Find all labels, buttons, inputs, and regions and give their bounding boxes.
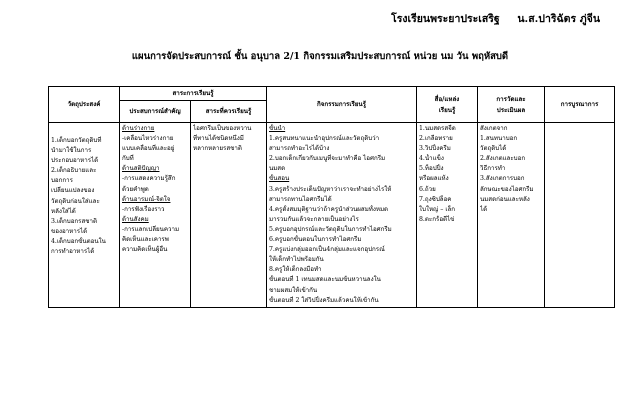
list-item: ลักษณะของไอศกรีม bbox=[480, 185, 534, 193]
list-item: คิดเห็นและเคารพ bbox=[122, 236, 169, 244]
teacher-name: น.ส.ปาริฉัตร ภู่จีน bbox=[517, 13, 600, 25]
list-item: 5.ท็อปปิ้ง bbox=[419, 165, 444, 173]
should-learn-cell bbox=[191, 123, 267, 308]
header-materials bbox=[417, 87, 478, 123]
list-item: 4.น้ำแข็ง bbox=[419, 155, 444, 163]
header-assessment-line2: ประเมินผล bbox=[496, 106, 526, 114]
list-item: 3.สังเกตการบอก bbox=[480, 175, 525, 183]
list-item: 5.ครูบอกอุปกรณ์และวัตถุดิบในการทำไอศกรีม bbox=[269, 225, 392, 233]
list-item: 3.ครูสร้างประเด็นปัญหาว่าเราจะทำอย่างไรให้ bbox=[269, 185, 392, 193]
key-experiences-cell bbox=[120, 123, 191, 308]
list-item: ขั้นตอนที่ 2 ใส่วิปปิ้งครีมแล้วคนให้เข้ากัน bbox=[269, 296, 379, 304]
list-item: 2.สังเกตและบอก bbox=[480, 155, 526, 163]
list-item: ที่ทานได้ชนิดหนึ่งมี bbox=[193, 135, 244, 143]
list-item: ไอศกรีมเป็นของหวาน bbox=[193, 125, 252, 132]
list-item: 3.เด็กบอกรสชาติ bbox=[51, 217, 97, 225]
list-item: สามารถทานไอศกรีมได้ bbox=[269, 195, 332, 203]
list-item: 8.ครูให้เด็กลงมือทำ bbox=[269, 266, 322, 274]
list-item: 4.ครูตั้งสมมุติฐานว่าถ้าครูนำส่วนผสมทั้งหมด bbox=[269, 205, 389, 213]
materials-cell bbox=[417, 123, 478, 308]
list-item: 6.ครูบอกขั้นตอนในการทำไอศกรีม bbox=[269, 236, 362, 244]
list-item: 7.ครูแบ่งกลุ่มออกเป็น4กลุ่มและแจกอุปกรณ์ bbox=[269, 246, 385, 254]
integration-cell bbox=[545, 123, 615, 308]
list-item: 1.สนทนาบอก bbox=[480, 135, 518, 143]
header-assessment-line1: การวัดและ bbox=[496, 95, 526, 103]
list-item: แบบเคลื่อนที่และอยู่ bbox=[122, 145, 175, 153]
header-materials-line1: สื่อ/แหล่ง bbox=[434, 95, 460, 103]
list-item: หลากหลายรสชาติ bbox=[193, 145, 242, 153]
list-item: ด้านสติปัญญา bbox=[122, 165, 160, 173]
list-item: 8.ตะกร้อตีไข่ bbox=[419, 215, 455, 223]
list-item: นำมาใช้ในการ bbox=[51, 147, 92, 155]
table-row bbox=[49, 123, 615, 308]
header-materials-line2: เรียนรู้ bbox=[438, 106, 456, 114]
list-item: กับที่ bbox=[122, 155, 134, 163]
list-item: วัตถุดิบได้ bbox=[480, 145, 507, 153]
list-item: บอกการ bbox=[51, 177, 73, 185]
header-assessment bbox=[478, 87, 545, 123]
list-item: ด้วยคำพูด bbox=[122, 185, 149, 193]
list-item: ใบใหญ่ – เล็ก bbox=[419, 205, 456, 213]
plan-title-text: แผนการจัดประสบการณ์ ชั้น อนุบาล 2/1 กิจกรรมเสริมประสบการณ์ หน่วย นม วัน พฤหัสบดี bbox=[131, 51, 509, 62]
list-item: วัตถุดิบก่อนใส่และ bbox=[51, 197, 100, 205]
list-item: ขั้นสอน bbox=[269, 175, 290, 183]
list-item: สามารถทำอะไรได้บ้าง bbox=[269, 145, 330, 153]
activities-cell bbox=[267, 123, 417, 308]
list-item: 2.เด็กอธิบายและ bbox=[51, 167, 97, 175]
header-key-experiences: ประสบการณ์สำคัญ bbox=[120, 101, 191, 123]
school-name: โรงเรียนพระยาประเสริฐ bbox=[391, 13, 500, 25]
list-item: 6.ถ้วย bbox=[419, 185, 436, 193]
plan-title bbox=[0, 49, 640, 64]
list-item: นมสด bbox=[269, 165, 286, 173]
list-item: ด้านสังคม bbox=[122, 215, 149, 223]
header-integration: การบูรณาการ bbox=[545, 87, 615, 123]
objectives-cell bbox=[49, 123, 120, 308]
list-item: ขั้นนำ bbox=[269, 125, 286, 132]
list-item: 1.เด็กบอกวัตถุดิบที่ bbox=[51, 137, 102, 144]
list-item: ขั้นตอนที่ 1 เทนมสดและนมข้นหวานลงใน bbox=[269, 276, 381, 284]
assessment-cell bbox=[478, 123, 545, 308]
list-item: -การฟังเรื่องราว bbox=[122, 205, 165, 213]
list-item: 1.ครูสนทนาแนะนำอุปกรณ์และวัตถุดิบว่า bbox=[269, 135, 380, 143]
list-item: วิธีการทำ bbox=[480, 165, 506, 173]
list-item: ด้านอารมณ์-จิตใจ bbox=[122, 195, 171, 203]
list-item: -การแสดงความรู้สึก bbox=[122, 175, 176, 183]
header-activities: กิจกรรมการเรียนรู้ bbox=[267, 87, 417, 123]
list-item: ประกอบอาหารได้ bbox=[51, 157, 99, 165]
list-item: -การแลกเปลี่ยนความ bbox=[122, 225, 180, 233]
header-objectives: วัตถุประสงค์ bbox=[49, 87, 120, 123]
list-item: นมสดก่อนและหลัง bbox=[480, 195, 530, 203]
list-item: 4.เด็กบอกขั้นตอนใน bbox=[51, 237, 106, 245]
list-item: 7.ถุงซิปล็อค bbox=[419, 195, 452, 203]
list-item: 3.วิปปิ้งครีม bbox=[419, 145, 451, 153]
list-item: เปลี่ยนแปลงของ bbox=[51, 187, 95, 195]
list-item: ชามผสมให้เข้ากัน bbox=[269, 286, 318, 294]
header-learning-content: สาระการเรียนรู้ bbox=[120, 87, 267, 101]
list-item: 1.นมสดรสจืด bbox=[419, 125, 456, 132]
list-item: การทำอาหารได้ bbox=[51, 248, 95, 256]
list-item: ด้านร่างกาย bbox=[122, 125, 155, 132]
list-item: 2.เกลือทราย bbox=[419, 135, 453, 143]
list-item: 2.บอกเด็กเกี่ยวกับเมนูที่จะมาทำคือ ไอศกรีม bbox=[269, 155, 386, 163]
list-item: ของอาหารได้ bbox=[51, 227, 88, 235]
list-item: สังเกตจาก bbox=[480, 125, 508, 132]
list-item: ได้ bbox=[480, 205, 488, 213]
list-item: มารวมกันแล้วจะกลายเป็นอย่างไร bbox=[269, 215, 359, 223]
list-item: ความคิดเห็นผู้อื่น bbox=[122, 246, 168, 254]
list-item: ให้เด็กทำไปพร้อมกัน bbox=[269, 256, 324, 264]
page-header bbox=[391, 10, 600, 27]
list-item: หรือผลแห้ง bbox=[419, 175, 449, 183]
header-should-learn: สาระที่ควรเรียนรู้ bbox=[191, 101, 267, 123]
lesson-plan-table bbox=[48, 86, 615, 308]
list-item: -เคลื่อนไหวร่างกาย bbox=[122, 135, 174, 143]
list-item: หลังใส่ได้ bbox=[51, 207, 76, 215]
